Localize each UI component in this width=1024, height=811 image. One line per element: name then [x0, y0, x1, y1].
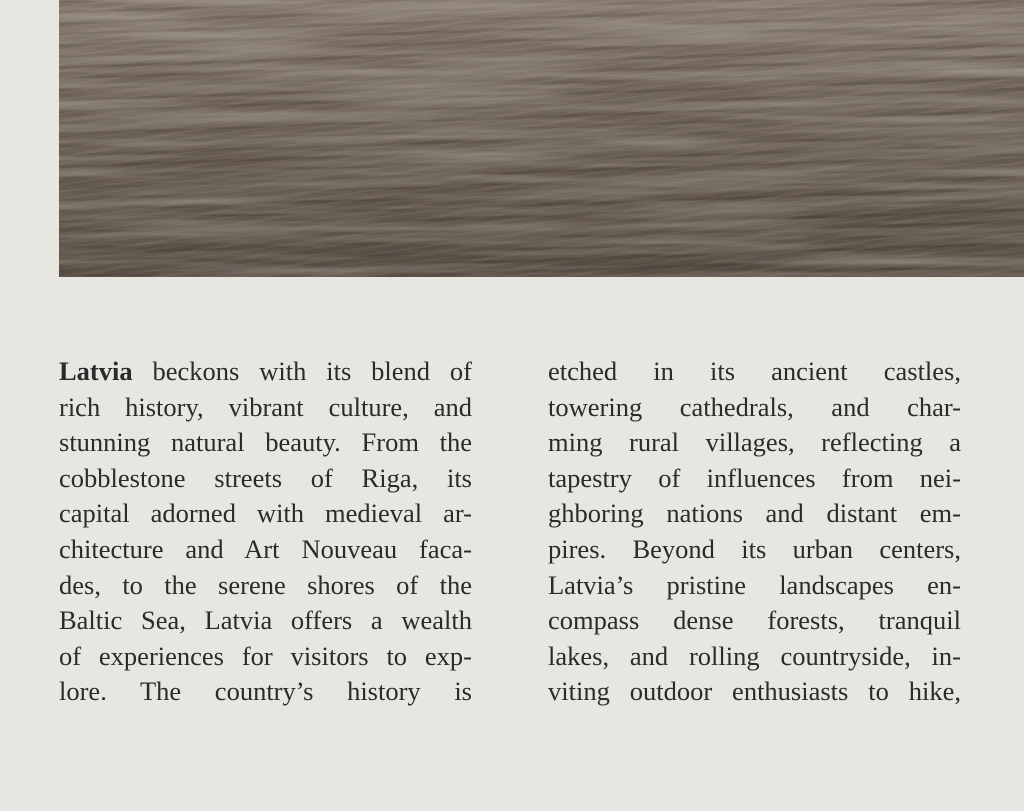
text-line: of experiences for visitors to exp-	[59, 640, 472, 671]
text-line: tapestry of influences from nei-	[548, 462, 961, 493]
text-line: pires. Beyond its urban centers,	[548, 533, 961, 564]
sea-water-photo	[59, 0, 1024, 277]
text-line: towering cathedrals, and char-	[548, 391, 961, 422]
text-line: rich history, vibrant culture, and	[59, 391, 472, 422]
article-left-column	[59, 354, 472, 710]
intro-bold-word: Latvia	[59, 356, 133, 386]
text-line: lore. The country’s history is	[59, 676, 472, 707]
text-line: chitecture and Art Nouveau faca-	[59, 533, 472, 564]
article-right-column	[548, 354, 961, 710]
text-line: Baltic Sea, Latvia offers a wealth	[59, 605, 472, 636]
text-line: viting outdoor enthusiasts to hike,	[548, 676, 961, 707]
text-line: stunning natural beauty. From the	[59, 427, 472, 458]
text-line: Latvia beckons with its blend of	[59, 356, 472, 386]
water-texture	[59, 0, 1024, 277]
text-line: capital adorned with medieval ar-	[59, 498, 472, 529]
text-line: etched in its ancient castles,	[548, 356, 961, 386]
text-line: des, to the serene shores of the	[59, 569, 472, 600]
text-line: ghboring nations and distant em-	[548, 498, 961, 529]
text-line: cobblestone streets of Riga, its	[59, 462, 472, 493]
text-line: Latvia’s pristine landscapes en-	[548, 569, 961, 600]
text-line: ming rural villages, reflecting a	[548, 427, 961, 458]
text-line: lakes, and rolling countryside, in-	[548, 640, 961, 671]
text-line: compass dense forests, tranquil	[548, 605, 961, 636]
